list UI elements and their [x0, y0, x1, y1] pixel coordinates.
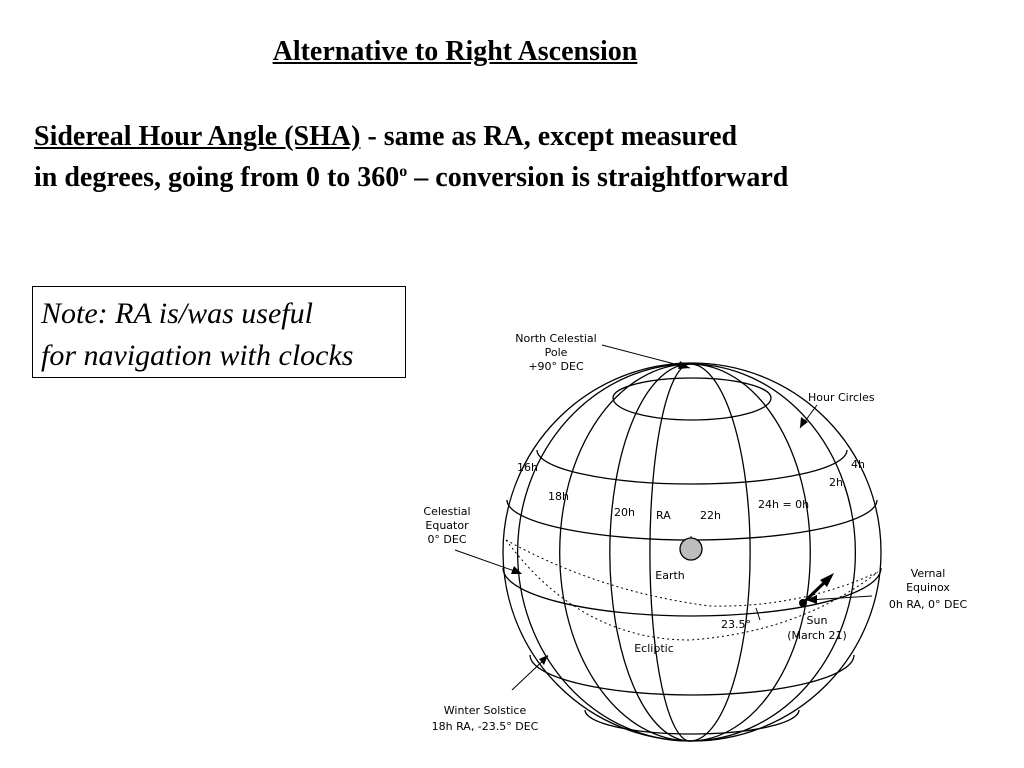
vernal-label-2: Equinox — [906, 581, 950, 594]
winter-label-1: Winter Solstice — [443, 704, 527, 717]
hour-circles-label: Hour Circles — [808, 391, 875, 404]
sun-label-2: (March 21) — [787, 629, 847, 642]
equator-label-2: Equator — [425, 519, 469, 532]
slide-title: Alternative to Right Ascension — [272, 36, 638, 67]
label-18h: 18h — [548, 490, 569, 503]
definition-line1: - same as RA, except measured — [360, 121, 738, 152]
label-4h: 4h — [851, 458, 865, 471]
equator-leader-arrow — [511, 566, 522, 574]
sha-term: Sidereal Hour Angle (SHA) — [34, 121, 361, 152]
ncp-label-3: +90° DEC — [528, 360, 584, 373]
equator-label-3: 0° DEC — [427, 533, 467, 546]
label-20h: 20h — [614, 506, 635, 519]
label-ra: RA — [656, 509, 671, 522]
note-line2: for navigation with clocks — [41, 339, 354, 372]
dec-circle-bottom — [585, 710, 799, 734]
ncp-label-2: Pole — [544, 346, 568, 359]
vernal-label-1: Vernal — [910, 567, 946, 580]
meridian-16h — [518, 364, 690, 741]
ncp-leader — [602, 345, 690, 368]
definition-line2: in degrees, going from 0 to 360 — [34, 162, 400, 193]
dec-circle-middle — [507, 500, 877, 540]
degree-superscript: o — [399, 163, 408, 180]
equator-label-1: Celestial — [423, 505, 471, 518]
meridian-18h — [560, 364, 690, 741]
ncp-leader-arrow — [678, 361, 690, 369]
dec-circle-lower — [530, 655, 854, 695]
label-16h: 16h — [517, 461, 538, 474]
label-24h: 24h = 0h — [758, 498, 810, 511]
label-22h: 22h — [700, 509, 721, 522]
label-2h: 2h — [829, 476, 843, 489]
angle-leader — [756, 608, 760, 620]
vernal-label-3: 0h RA, 0° DEC — [888, 598, 968, 611]
winter-label-2: 18h RA, -23.5° DEC — [431, 720, 539, 733]
earth-icon — [680, 538, 702, 560]
ncp-label-1: North Celestial — [515, 332, 597, 345]
earth-label: Earth — [655, 569, 685, 582]
equator-leader — [455, 550, 520, 573]
angle-label: 23.5° — [721, 618, 751, 631]
diagram-labels — [423, 332, 967, 733]
note-line1: Note: RA is/was useful — [41, 297, 313, 330]
dec-circle-top — [613, 398, 771, 420]
ecliptic-label: Ecliptic — [634, 642, 674, 655]
sun-label-1: Sun — [806, 614, 828, 627]
meridian-4h — [690, 364, 855, 741]
definition-line2-end: – conversion is straightforward — [407, 162, 789, 193]
